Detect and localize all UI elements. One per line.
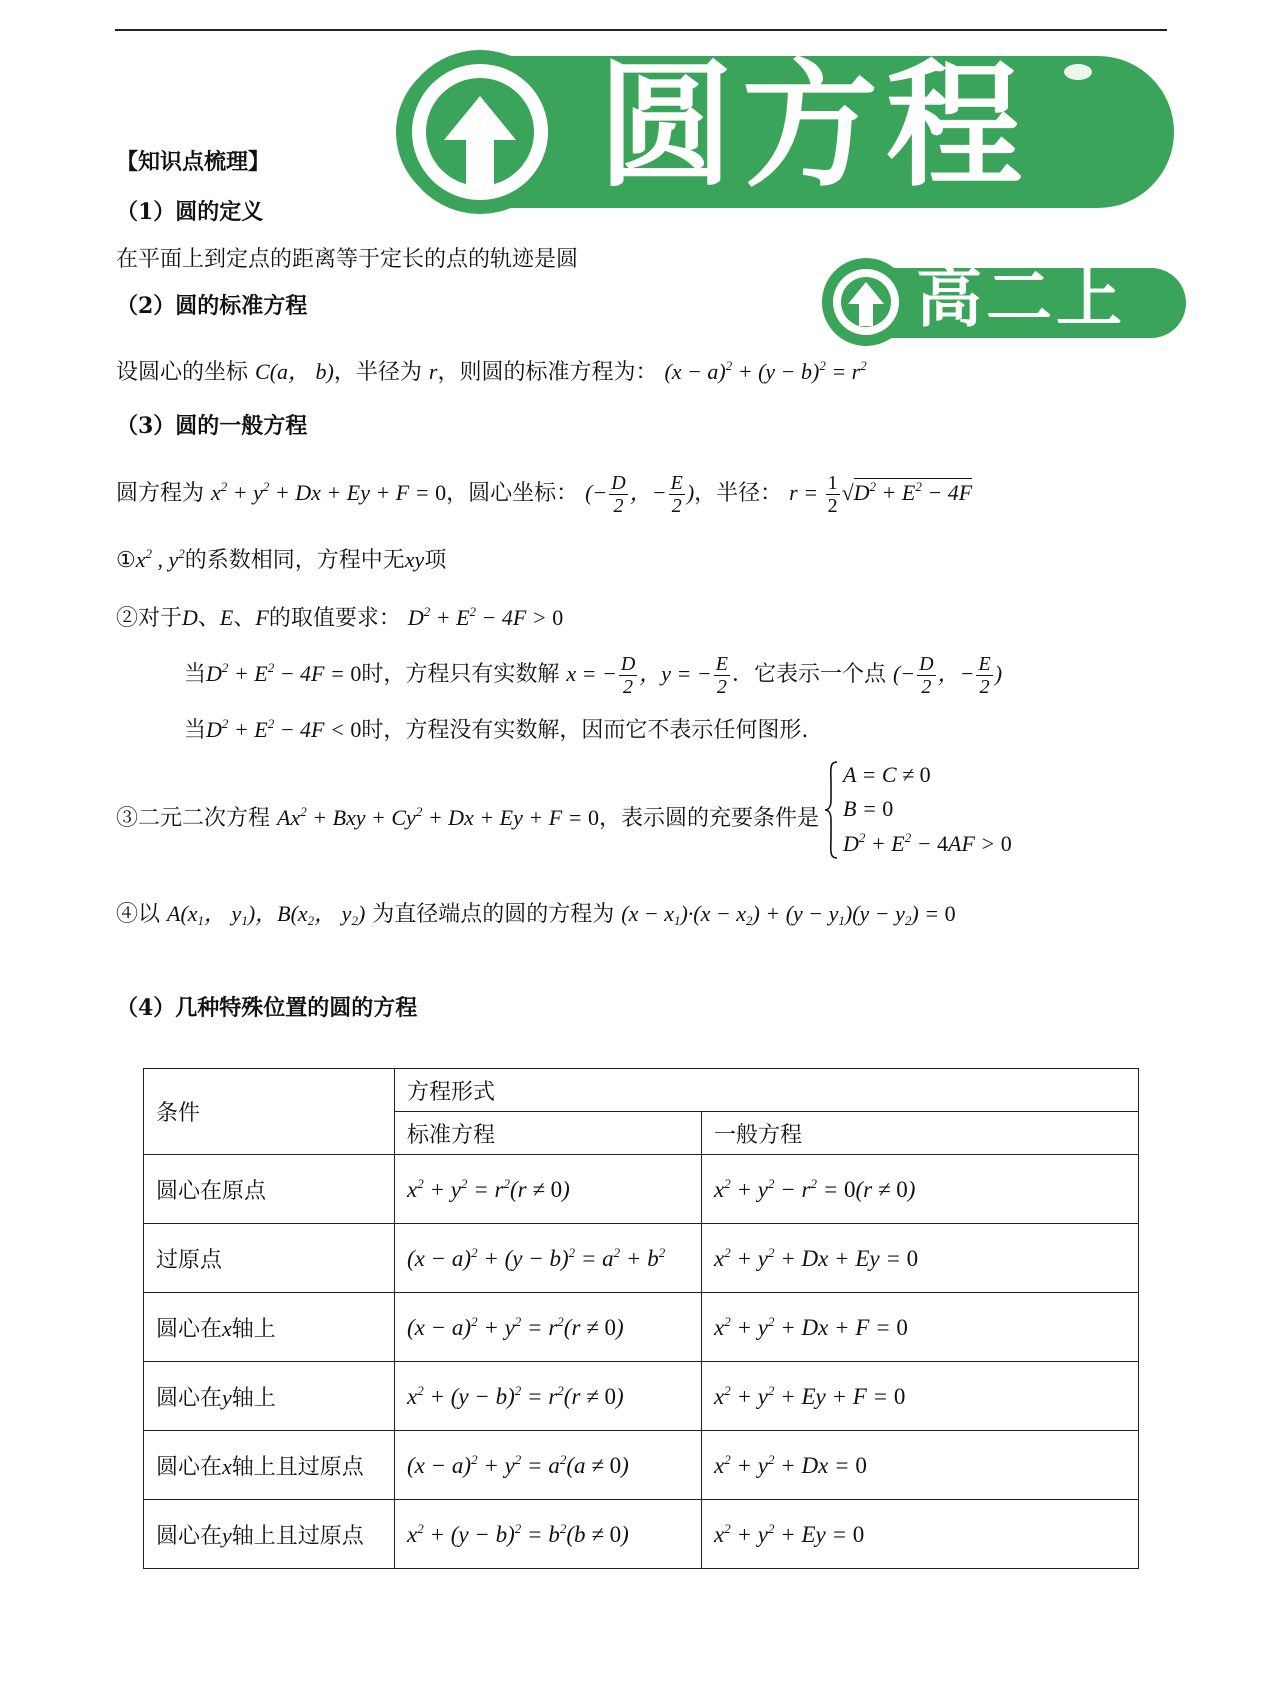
table-row — [144, 1362, 1139, 1431]
s2-t2: ，半径为 — [333, 360, 422, 385]
s3-general: 圆方程为 $x^2 + y^2 + Dx + Ey + F = 0$，圆心坐标： (− $\frac{D}{2}$ ，− $\frac{E}{2}$ )，半径： r = $\frac{1}{2}$ $√D^2 + E^2 - 4F$ — [116, 472, 973, 518]
row-condition: 过原点 — [144, 1224, 395, 1293]
header-general: 一般方程 — [702, 1112, 1139, 1155]
row-standard: $x^2 + (y - b)^2 = b^2(b \ne 0)$ — [395, 1500, 702, 1569]
row-standard: $(x - a)^2 + y^2 = r^2(r \ne 0)$ — [395, 1293, 702, 1362]
row-general: $x^2 + y^2 + Dx + Ey = 0$ — [702, 1224, 1139, 1293]
s2-title: （2）圆的标准方程 — [116, 293, 308, 319]
brace-icon — [823, 760, 839, 860]
table-row — [144, 1293, 1139, 1362]
subtitle-text: 高二上 — [916, 259, 1126, 336]
s2-t1: 设圆心的坐标 — [116, 360, 249, 385]
table-row — [144, 1500, 1139, 1569]
row-general: $x^2 + y^2 + Ey + F = 0$ — [702, 1362, 1139, 1431]
s3-t2: ，圆心坐标： — [446, 481, 579, 506]
s3-t3: ，半径： — [694, 481, 783, 506]
row-standard: $x^2 + y^2 = r^2(r \ne 0)$ — [395, 1155, 702, 1224]
s3-note2-case2: 当$D^2 + E^2 - 4F < 0$时，方程没有实数解，因而它不表示任何图形. — [184, 716, 809, 743]
s3-note2-case1: 当$D^2 + E^2 - 4F = 0$时，方程只有实数解 x = − $\frac{D}{2}$ ，y = − $\frac{E}{2}$ ．它表示一个点 (− $\frac{D}{2}$ ，− $\frac{E}{2}$ ) — [184, 653, 1003, 699]
row-condition: 圆心在y轴上 — [144, 1362, 395, 1431]
table-row — [144, 1224, 1139, 1293]
title-text: 圆方程 — [598, 48, 1030, 206]
header-condition: 条件 — [144, 1069, 395, 1155]
table-row — [144, 1431, 1139, 1500]
s1-body: 在平面上到定点的距离等于定长的点的轨迹是圆 — [116, 247, 579, 272]
special-circles-table — [143, 1068, 1139, 1569]
table-row — [144, 1155, 1139, 1224]
row-general: $x^2 + y^2 + Ey = 0$ — [702, 1500, 1139, 1569]
s4-title: （4）几种特殊位置的圆的方程 — [116, 995, 418, 1021]
row-standard: $(x - a)^2 + y^2 = a^2(a \ne 0)$ — [395, 1431, 702, 1500]
row-condition: 圆心在x轴上 — [144, 1293, 395, 1362]
row-standard: $x^2 + (y - b)^2 = r^2(r \ne 0)$ — [395, 1362, 702, 1431]
s3-t1: 圆方程为 — [116, 481, 205, 506]
top-rule — [115, 29, 1167, 31]
s3-note4: ④以 $A(x_1$， $y_1$)，$B(x_2$， $y_2$) 为直径端点的圆的方程为 $(x - x_1)\cdot(x - x_2) + (y - y_1)(y - y_2) = 0$ — [116, 901, 956, 928]
s3-note1: $①x^2$ , $y^2$的系数相同，方程中无xy项 — [116, 546, 447, 573]
header-form: 方程形式 — [395, 1069, 1139, 1112]
row-general: $x^2 + y^2 + Dx = 0$ — [702, 1431, 1139, 1500]
section-heading: 【知识点梳理】 — [116, 149, 271, 175]
s3-title: （3）圆的一般方程 — [116, 413, 308, 439]
row-condition: 圆心在原点 — [144, 1155, 395, 1224]
condition-1: A = C ≠ 0 — [843, 762, 931, 787]
s2-t3: ，则圆的标准方程为： — [437, 360, 658, 385]
s3-note2: ②对于D、E、F的取值要求： $D^2 + E^2 - 4F > 0$ — [116, 604, 564, 631]
s2-body: 设圆心的坐标 C(a， b)，半径为 r，则圆的标准方程为： $(x - a)^2 + (y - b)^2 = r^2$ — [116, 358, 867, 385]
row-general: $x^2 + y^2 + Dx + F = 0$ — [702, 1293, 1139, 1362]
condition-3: $D^2 + E^2 - 4AF > 0$ — [843, 830, 1012, 856]
condition-2: B = 0 — [843, 796, 894, 821]
row-condition: 圆心在x轴上且过原点 — [144, 1431, 395, 1500]
header-standard: 标准方程 — [395, 1112, 702, 1155]
s1-title: （1）圆的定义 — [116, 199, 264, 225]
row-general: $x^2 + y^2 - r^2 = 0(r \ne 0)$ — [702, 1155, 1139, 1224]
row-condition: 圆心在y轴上且过原点 — [144, 1500, 395, 1569]
s3-note3: ③二元二次方程 $Ax^2$ + Bxy + $Cy^2 + Dx + Ey + F = 0$，表示圆的充要条件是 — [116, 804, 820, 831]
row-standard: $(x - a)^2 + (y - b)^2 = a^2 + b^2$ — [395, 1224, 702, 1293]
